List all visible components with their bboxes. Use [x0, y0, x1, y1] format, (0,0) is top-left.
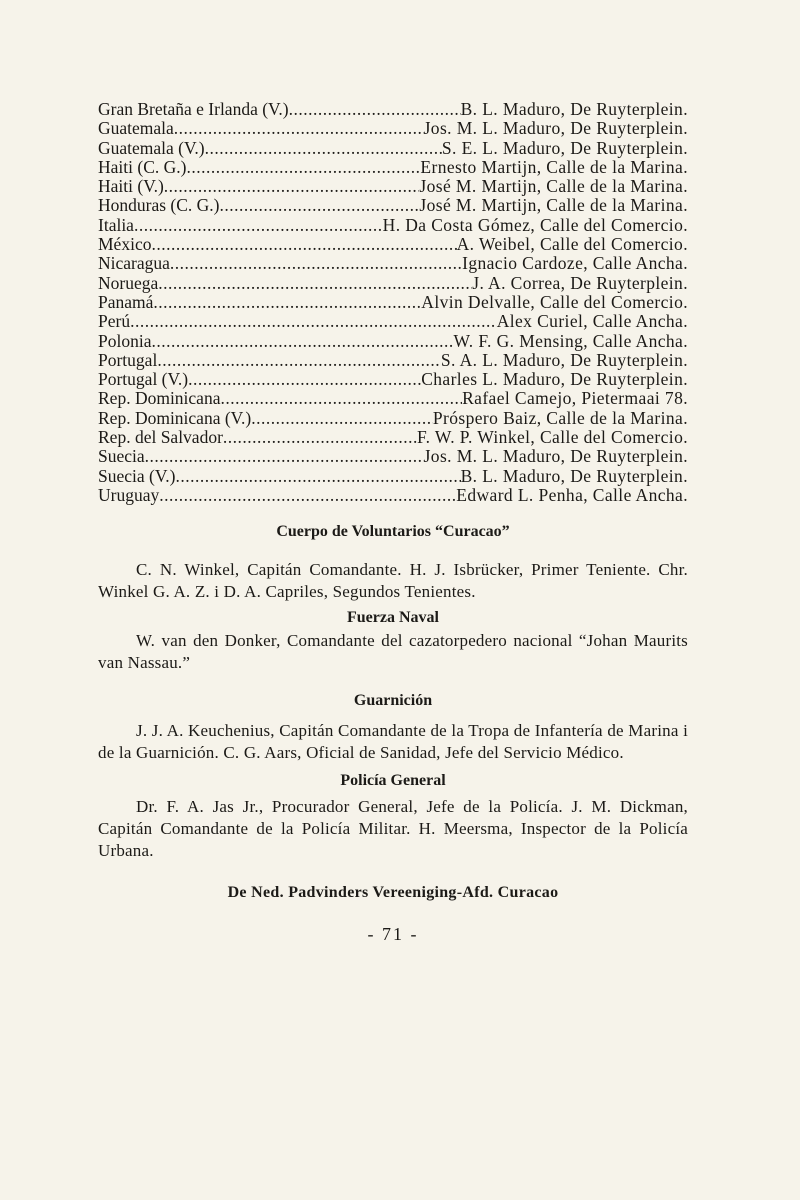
dot-leader: [205, 139, 442, 158]
consul-name: S. E. L. Maduro, De Ruyterplein.: [441, 138, 688, 158]
consul-country: Uruguay: [98, 485, 160, 505]
naval-paragraph: W. van den Donker, Comandante del cazatorpedero nacional “Johan Maurits van Nassau.”: [98, 631, 688, 673]
consul-country: Nicaragua: [98, 254, 170, 274]
section-title-scouts: De Ned. Padvinders Vereeniging-Afd. Curacao: [227, 884, 559, 902]
consul-name: Alvin Delvalle, Calle del Comercio.: [421, 292, 688, 312]
police-paragraph: Dr. F. A. Jas Jr., Procurador General, Jefe de la Policía. J. M. Dickman, Capitán Comandante de la Policía Militar. H. Meersma, Inspector de la Policía Urbana.: [98, 797, 688, 861]
consul-country: Rep. del Salvador: [98, 428, 223, 448]
consul-name: B. L. Maduro, De Ruyterplein.: [460, 100, 688, 119]
consul-country: México: [98, 235, 152, 255]
consul-name: B. L. Maduro, De Ruyterplein.: [460, 466, 688, 486]
consul-name: Jos. M. L. Maduro, De Ruyterplein.: [423, 447, 688, 467]
consul-row: [98, 100, 688, 119]
consul-country: Panamá: [98, 292, 154, 312]
dot-leader: [134, 216, 383, 235]
consul-row: [98, 389, 688, 408]
consul-name: S. A. L. Maduro, De Ruyterplein.: [440, 350, 688, 370]
consul-row: [98, 447, 688, 466]
consul-row: [98, 409, 688, 428]
garrison-paragraph: J. J. A. Keuchenius, Capitán Comandante de la Tropa de Infantería de Marina i de la Guarnición. C. G. Aars, Oficial de Sanidad, Jefe del Servicio Médico.: [98, 721, 688, 763]
consul-row: [98, 274, 688, 293]
consul-row: [98, 486, 688, 505]
section-title-police: Policía General: [340, 772, 446, 790]
consul-row: [98, 312, 688, 331]
consul-country: Suecia (V.): [98, 466, 176, 486]
consul-country: Noruega: [98, 273, 159, 293]
consul-row: [98, 351, 688, 370]
consul-country: Haiti (C. G.): [98, 157, 187, 177]
consul-row: [98, 139, 688, 158]
consul-row: [98, 235, 688, 254]
dot-leader: [220, 389, 462, 408]
consul-row: [98, 158, 688, 177]
dot-leader: [289, 100, 461, 119]
dot-leader: [157, 351, 441, 370]
consul-name: Rafael Camejo, Pietermaai 78.: [462, 389, 688, 409]
page-number: - 71 -: [367, 924, 419, 945]
consul-row: [98, 332, 688, 351]
consul-country: Suecia: [98, 447, 145, 467]
dot-leader: [186, 158, 420, 177]
consul-row: [98, 467, 688, 486]
consul-name: A. Weibel, Calle del Comercio.: [456, 235, 688, 255]
consul-row: [98, 216, 688, 235]
consul-row: [98, 254, 688, 273]
consul-name: H. Da Costa Gómez, Calle del Comercio.: [382, 215, 688, 235]
consul-country: Guatemala (V.): [98, 138, 205, 158]
consul-row: [98, 119, 688, 138]
consul-name: Edward L. Penha, Calle Ancha.: [456, 485, 688, 505]
dot-leader: [174, 119, 424, 138]
consul-country: Rep. Dominicana: [98, 389, 221, 409]
consul-name: Jos. M. L. Maduro, De Ruyterplein.: [423, 119, 688, 139]
consul-name: José M. Martijn, Calle de la Marina.: [419, 196, 688, 216]
dot-leader: [188, 370, 421, 389]
consul-country: Perú: [98, 312, 131, 332]
section-title-naval: Fuerza Naval: [347, 609, 439, 627]
dot-leader: [159, 486, 456, 505]
dot-leader: [153, 293, 421, 312]
consul-row: [98, 196, 688, 215]
naval-section: [98, 609, 688, 674]
consul-row: [98, 177, 688, 196]
consul-country: Guatemala: [98, 119, 174, 139]
police-section: [98, 772, 688, 862]
consul-row: [98, 293, 688, 312]
consul-country: Gran Bretaña e Irlanda (V.): [98, 100, 289, 119]
dot-leader: [158, 274, 472, 293]
consul-name: Ernesto Martijn, Calle de la Marina.: [420, 157, 688, 177]
volunteers-paragraph: C. N. Winkel, Capitán Comandante. H. J. Isbrücker, Primer Teniente. Chr. Winkel G. A. Z. i D. A. Capriles, Segundos Tenientes.: [98, 560, 688, 602]
dot-leader: [251, 409, 433, 428]
dot-leader: [223, 428, 417, 447]
volunteers-section: [98, 523, 688, 603]
consul-name: José M. Martijn, Calle de la Marina.: [419, 177, 688, 197]
dot-leader: [151, 332, 453, 351]
consul-row: [98, 370, 688, 389]
consul-name: J. A. Correa, De Ruyterplein.: [472, 273, 688, 293]
dot-leader: [175, 467, 460, 486]
consul-country: Honduras (C. G.): [98, 196, 220, 216]
dot-leader: [151, 235, 456, 254]
consul-country: Italia: [98, 215, 134, 235]
consul-country: Haiti (V.): [98, 177, 164, 197]
document-page: [98, 100, 688, 945]
dot-leader: [170, 254, 462, 273]
consul-name: W. F. G. Mensing, Calle Ancha.: [453, 331, 688, 351]
dot-leader: [220, 196, 420, 215]
section-title-garrison: Guarnición: [353, 692, 433, 710]
consul-country: Portugal (V.): [98, 370, 189, 390]
consul-country: Polonia: [98, 331, 152, 351]
consul-list: [98, 100, 688, 505]
section-title-volunteers: Cuerpo de Voluntarios “Curacao”: [276, 523, 510, 541]
consul-name: Alex Curiel, Calle Ancha.: [496, 312, 688, 332]
consul-name: F. W. P. Winkel, Calle del Comercio.: [416, 428, 688, 448]
garrison-section: [98, 692, 688, 764]
consul-name: Próspero Baiz, Calle de la Marina.: [432, 408, 688, 428]
consul-name: Charles L. Maduro, De Ruyterplein.: [421, 370, 688, 390]
consul-country: Portugal: [98, 350, 158, 370]
consul-name: Ignacio Cardoze, Calle Ancha.: [462, 254, 688, 274]
consul-row: [98, 428, 688, 447]
scouts-section: [98, 884, 688, 902]
dot-leader: [130, 312, 497, 331]
dot-leader: [164, 177, 420, 196]
dot-leader: [145, 447, 424, 466]
consul-country: Rep. Dominicana (V.): [98, 408, 252, 428]
